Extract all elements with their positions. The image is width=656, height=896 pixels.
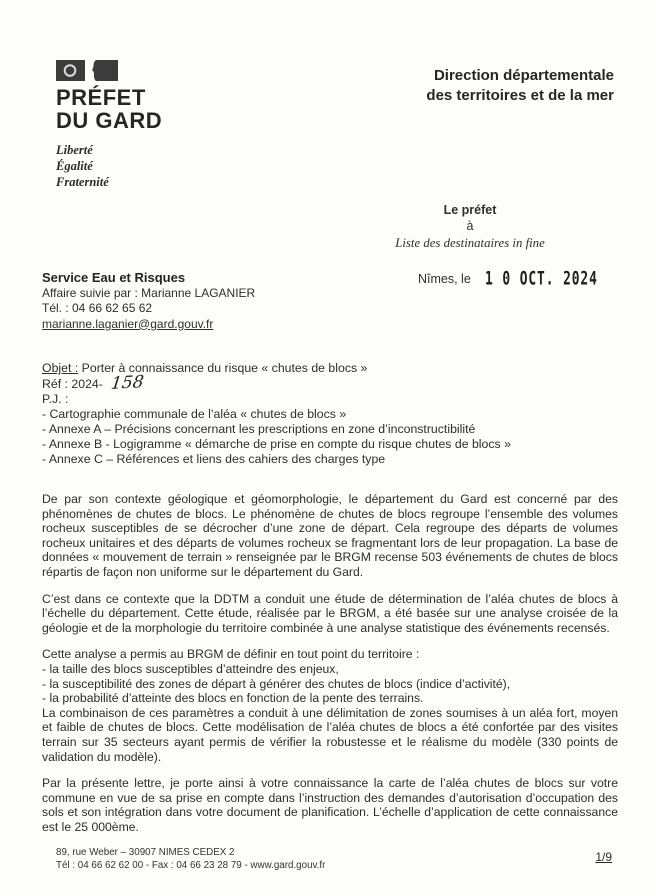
- direction-title: [354, 66, 614, 106]
- sender-email: marianne.laganier@gard.gouv.fr: [42, 316, 214, 331]
- analysis-list-item: - la probabilité d’atteinte des blocs en fonction de la pente des terrains.: [42, 691, 424, 706]
- paragraph-conclusion: Par la présente lettre, je porte ainsi à votre connaissance la carte de l’aléa chutes de blocs sur votre commune en vue de sa prise en compte dans l’instruction des demandes d’autorisation d’occupation des sols et son intégration dans votre document de planification. L’échelle d’application de cette connaissance est le 25 000ème.: [42, 776, 618, 834]
- paragraph-analysis-intro: Cette analyse a permis au BRGM de définir en tout point du territoire :: [42, 647, 420, 662]
- recipient-title: Le préfet: [443, 203, 497, 217]
- subject-label: Objet :: [42, 361, 79, 375]
- motto-liberte: Liberté: [56, 143, 93, 157]
- recipient-block: [360, 202, 580, 251]
- subject-block: [42, 361, 618, 467]
- attachment-item: - Annexe A – Précisions concernant les prescriptions en zone d’inconstructibilité: [42, 422, 476, 436]
- motto-egalite: Égalité: [56, 159, 93, 173]
- attachment-item: - Annexe B - Logigramme « démarche de prise en compte du risque chutes de blocs »: [42, 437, 511, 451]
- page-number: 1/9: [595, 850, 612, 864]
- reference-label: Réf : 2024-: [42, 377, 103, 391]
- analysis-list-item: - la susceptibilité des zones de départ à générer des chutes de blocs (indice d’activité),: [42, 676, 511, 691]
- analysis-list-item: - la taille des blocs susceptibles d’atteindre des enjeux,: [42, 661, 339, 676]
- attachment-item: - Cartographie communale de l’aléa « chutes de blocs »: [42, 407, 347, 421]
- attachment-item: - Annexe C – Références et liens des cahiers des charges type: [42, 452, 386, 466]
- prefet-logo-block: [56, 60, 276, 190]
- prefet-wordmark-line1: PRÉFET: [56, 85, 146, 110]
- footer-address: 89, rue Weber – 30907 NIMES CEDEX 2: [56, 847, 235, 858]
- date-stamp: 1 0 OCT. 2024: [485, 267, 599, 290]
- reference-line: [42, 372, 618, 394]
- sender-phone: Tél. : 04 66 62 65 62: [42, 301, 153, 315]
- recipient-list: Liste des destinataires in fine: [395, 236, 545, 250]
- subject-text: Porter à connaissance du risque « chutes de blocs »: [78, 361, 368, 375]
- reference-number-handwritten: 158: [109, 372, 145, 394]
- pj-label: P.J. :: [42, 392, 69, 406]
- dateline-place: Nîmes, le: [418, 271, 471, 286]
- marianne-logo-icon: [56, 60, 120, 82]
- direction-line1: Direction départementale: [433, 67, 614, 84]
- letter-body: [42, 492, 618, 846]
- prefet-wordmark-line2: DU GARD: [56, 108, 163, 133]
- footer-contact: Tél : 04 66 62 62 00 - Fax : 04 66 23 28 79 - www.gard.gouv.fr: [56, 859, 326, 871]
- motto-fraternite: Fraternité: [56, 175, 109, 189]
- dateline: [418, 267, 608, 290]
- sender-block: [42, 270, 255, 332]
- sender-service: Service Eau et Risques: [42, 270, 186, 285]
- recipient-a: à: [466, 219, 474, 233]
- paragraph-study: C’est dans ce contexte que la DDTM a conduit une étude de détermination de l’aléa chutes de blocs à l’échelle du département. Cette étude, réalisée par le BRGM, a été basée sur une analyse croisée de la géologie et de la morphologie du territoire combinée à une analyse statistique des événements recensés.: [42, 591, 618, 635]
- motto-block: [56, 142, 276, 190]
- paragraph-context: De par son contexte géologique et géomorphologie, le département du Gard est concerné par des phénomènes de chutes de blocs. Le phénomène de chutes de blocs regroupe l’ensemble des volumes rocheux susceptibles de se décrocher d’une zone de départ. Cela regroupe des départs de volumes rocheux unitaires et des départs de volumes rocheux se fragmentant lors de leur propagation. La base de données « mouvement de terrain » renseignée par le BRGM recense 503 événements de chutes de blocs répartis de façon non uniforme sur le département du Gard.: [42, 492, 618, 579]
- paragraph-analysis-continuation: La combinaison de ces paramètres a conduit à une délimitation de zones soumises à un aléa fort, moyen et faible de chutes de blocs. Cette modélisation de l’aléa chutes de blocs a été confortée par des visites terrain sur 35 secteurs ayant permis de vérifier la robustesse et le réalisme du modèle (330 points de validation du modèle).: [42, 705, 618, 764]
- footer-block: [56, 847, 325, 872]
- sender-contact: Affaire suivie par : Marianne LAGANIER: [42, 285, 256, 300]
- direction-line2: des territoires et de la mer: [426, 87, 614, 104]
